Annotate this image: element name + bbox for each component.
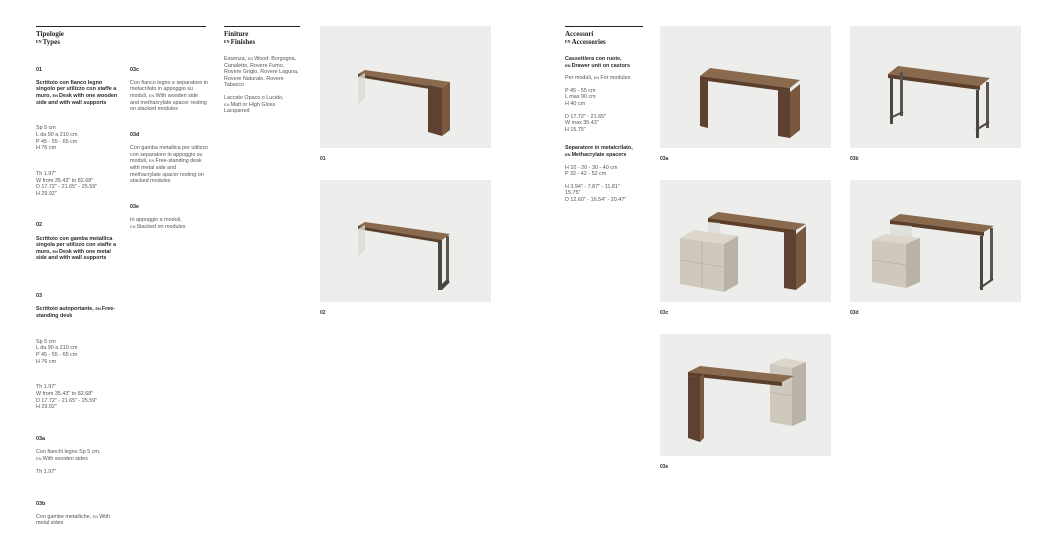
types-header: Tipologie $^{EN}$Types <box>36 26 206 46</box>
accessories-header: Accessori $^{EN}$Accessories <box>565 26 643 46</box>
types-column <box>36 26 206 46</box>
type-03e: 03e In appoggio a moduli, $^{EN}$Stacked on modules <box>130 203 186 230</box>
type-03b: 03b Con gambe metalliche, $^{EN}$With metal sides <box>36 500 110 527</box>
caption-03d: 03d <box>850 310 859 316</box>
type-03c: 03c Con fianco legno e separatore in metacrilato in appoggio su moduli, $^{EN}$With wooden side and methacrylate spacer resting on stacked modules <box>130 66 208 113</box>
accessories-column <box>565 26 643 204</box>
type-01: 01 Scrittoio con fianco legno singolo per utilizzo con staffe a muro, $^{EN}$Desk with one wooden side and with wall supports Sp 5 cm L da 90 a 210 cm P 45 - 55 - 65 cm H 76 cm Th 1.97" W from 35.43" to 82.68" D 17.72" - 21.65" - 25.59" H 29.92" <box>36 66 118 197</box>
desk-03b-illustration <box>850 26 1021 148</box>
photo-03d <box>850 180 1021 302</box>
caption-03e: 03e <box>660 464 669 470</box>
photo-01 <box>320 26 491 148</box>
type-03a: 03a Con fianchi legno Sp 5 cm, $^{EN}$With wooden sides Th 1.97" <box>36 435 101 475</box>
accessories-title: Accessori <box>565 30 594 38</box>
types-subtitle: Types <box>42 38 60 46</box>
photo-03a <box>660 26 831 148</box>
finishes-subtitle: Finishes <box>230 38 256 46</box>
desk-03e-illustration <box>660 334 831 456</box>
finishes-text: Essenza, $^{EN}$Wood: Borgogna, Canaletto, Rovere Fumo, Rovere Grigio, Rovere Laguna, Rovere Naturale, Rovere Tabacco Laccato Opaco o Lucido, $^{EN}$Matt or High Gloss Lacquered <box>224 56 299 115</box>
photo-02 <box>320 180 491 302</box>
photo-03b <box>850 26 1021 148</box>
desk-02-illustration <box>320 180 491 302</box>
caption-03c: 03c <box>660 310 669 316</box>
caption-01: 01 <box>320 156 326 162</box>
type-03: 03 Scrittoio autoportante, $^{EN}$Free-standing desk Sp 5 cm L da 90 a 210 cm P 45 - 55 - 65 cm H 76 cm Th 1.97" W from 35.43" to 82.68" D 17.72" - 21.65" - 25.59" H 29.92" <box>36 293 116 411</box>
desk-03c-illustration <box>660 180 831 302</box>
accessories-text: Cassettiera con ruote, $^{EN}$Drawer unit on castors Per moduli, $^{EN}$For modules P 45 - 55 cm L max 90 cm H 40 cm D 17.72" - 21.65" W max 35.43" H 15.75" Separatore in metalcrilato, $^{EN}$Methacrylate spacers H 10 - 20 - 30 - 40 cm P 32 - 42 - 52 cm H 3.94" - 7.87" - 11.81" 15.75" D 12.60" - 16.54" - 20.47" <box>565 56 633 203</box>
types-title: Tipologie <box>36 30 64 38</box>
finishes-header: Finiture $^{EN}$Finishes <box>224 26 300 46</box>
desk-03d-illustration <box>850 180 1021 302</box>
types-list <box>36 60 118 534</box>
finishes-column <box>224 26 300 115</box>
caption-02: 02 <box>320 310 326 316</box>
types-list-2 <box>130 60 208 237</box>
photo-03e <box>660 334 831 456</box>
finishes-title: Finiture <box>224 30 249 38</box>
accessories-subtitle: Accessories <box>571 38 606 46</box>
caption-03a: 03a <box>660 156 669 162</box>
desk-01-illustration <box>320 26 491 148</box>
type-03d: 03d Con gamba metallica per utilizzo con separatore in appoggio su moduli, $^{EN}$Free-standing desk with metal side and methacrylate spacer resting on stacked modules <box>130 131 208 185</box>
caption-03b: 03b <box>850 156 859 162</box>
photo-03c <box>660 180 831 302</box>
desk-03a-illustration <box>660 26 831 148</box>
type-02: 02 Scrittoio con gamba metallica singola per utilizzo con staffe a muro, $^{EN}$Desk with one metal side and with wall supports <box>36 222 116 262</box>
